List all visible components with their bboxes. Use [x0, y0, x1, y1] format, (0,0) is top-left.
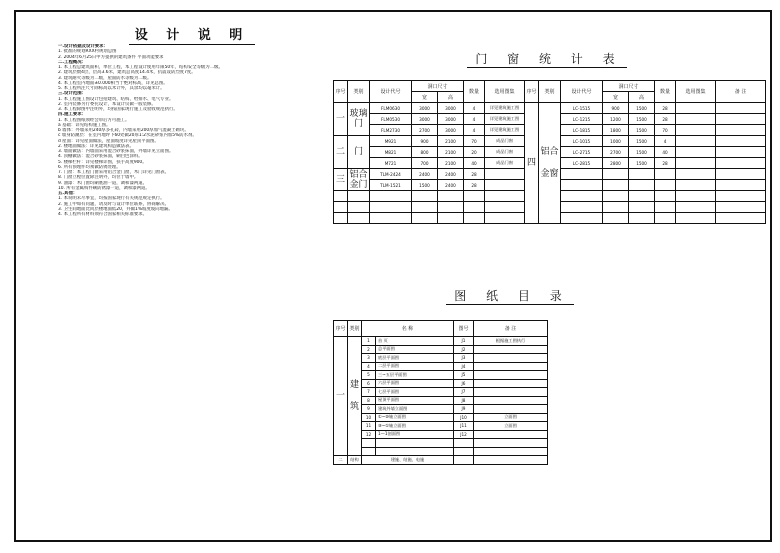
- cell-code: LC-1015: [561, 136, 603, 147]
- notes-line: 5. 楼梯栏杆：详见楼梯详图，扶手高度900。: [58, 159, 147, 165]
- notes-line: 1. 本工程总建筑面积，单位工程，本工程设计使用年限50年，结构安全等级为二级。: [58, 65, 223, 70]
- cell-code: LC-2715: [561, 147, 603, 158]
- cell-h: 2400: [438, 169, 464, 180]
- notes-line: 1. 本工程施工图设计包括建筑、结构、给排水、电气专业。: [58, 96, 174, 102]
- cell-idx: 2: [362, 345, 376, 354]
- empty-cell: [676, 202, 716, 213]
- cell-code: FLM0630: [370, 103, 412, 114]
- empty-cell: [412, 191, 438, 202]
- col-header-code: 图号: [454, 321, 474, 337]
- cell-atlas: [676, 125, 716, 136]
- cell-name: 首 页: [376, 337, 454, 346]
- empty-cell: [362, 447, 376, 456]
- drawing-index-table: [333, 320, 548, 465]
- col-header-atlas: 选用图集: [676, 81, 716, 103]
- empty-cell: [629, 213, 655, 224]
- cell-name: 七层平面图: [376, 388, 454, 397]
- cell-qty: 40: [655, 147, 676, 158]
- notes-line: 6. 所有预埋件均须做防锈处理。: [58, 164, 121, 170]
- empty-cell: [561, 180, 603, 191]
- notes-line: 4. 本工程所有材料须符合国家相关标准要求。: [58, 212, 148, 217]
- group-type: 玻璃门: [348, 103, 370, 136]
- group-num: 二: [334, 136, 348, 169]
- cell-code: J5: [454, 371, 474, 380]
- drawing-index-title: 图 纸 目 录: [445, 287, 575, 304]
- empty-cell: [603, 213, 629, 224]
- table-row: [334, 345, 548, 354]
- cell-code: J9: [454, 405, 474, 414]
- cell-atlas: 成品门窗: [485, 136, 525, 147]
- col-header-num: 序号: [334, 321, 348, 337]
- notes-heading: 三.设计范围：: [58, 91, 87, 97]
- cell-remark: [474, 388, 548, 397]
- notes-line: 4. 顶棚做法：混合砂浆抹面，刷白色涂料。: [58, 154, 143, 160]
- cell-code: J8: [454, 396, 474, 405]
- cell-w: 700: [412, 158, 438, 169]
- cell-idx: 3: [362, 354, 376, 363]
- notes-line: 10. 所有金属构件刷防锈漆一道，调和漆两道。: [58, 185, 150, 191]
- empty-cell: [454, 447, 474, 456]
- empty-cell: [561, 213, 603, 224]
- notes-heading: 一.设计依据及设计要求：: [58, 44, 108, 49]
- cell-remark: [716, 114, 766, 125]
- table-row: [334, 379, 548, 388]
- table-row: [334, 456, 548, 465]
- empty-cell: [629, 180, 655, 191]
- cell-w: 2800: [603, 158, 629, 169]
- empty-cell: [716, 213, 766, 224]
- cell-h: 1500: [629, 136, 655, 147]
- col-header-qty: 数量: [464, 81, 485, 103]
- cell-idx: 5: [362, 371, 376, 380]
- group-type: 门: [348, 136, 370, 169]
- cell-idx: 9: [362, 405, 376, 414]
- cell-qty: 70: [655, 125, 676, 136]
- cell-atlas: 成品门窗: [485, 158, 525, 169]
- empty-cell: [464, 191, 485, 202]
- empty-cell: [454, 456, 474, 465]
- table-row: [334, 439, 548, 448]
- empty-cell: [676, 180, 716, 191]
- notes-line: d 屋面：详见屋面做法，屋面坡度详见屋顶平面图。: [58, 138, 159, 144]
- notes-line: 8. 门窗立樘位置除注明外，均位于墙中。: [58, 175, 139, 181]
- empty-cell: [348, 202, 370, 213]
- cell-code: J12: [454, 430, 474, 439]
- col-header-qty: 数量: [655, 81, 676, 103]
- door-window-table-title: 门 窗 统 计 表: [462, 50, 632, 67]
- cell-name: 六层平面图: [376, 379, 454, 388]
- table-row: [334, 413, 548, 422]
- cell-idx: 4: [362, 362, 376, 371]
- col-header-atlas: 选用图集: [485, 81, 525, 103]
- empty-cell: [464, 202, 485, 213]
- group-num: 二: [334, 456, 348, 465]
- empty-cell: [474, 439, 548, 448]
- table-row: [334, 371, 548, 380]
- group-type: 铝合金窗: [539, 103, 561, 224]
- cell-name: 1—1剖面图: [376, 430, 454, 439]
- empty-cell: [629, 202, 655, 213]
- cell-code: FLM2730: [370, 125, 412, 136]
- cell-remark: [474, 379, 548, 388]
- cell-qty: 70: [464, 136, 485, 147]
- notes-line: 3. 本工程除图中注明外，均按国家现行施工及验收规范执行。: [58, 107, 178, 112]
- cell-w: 900: [603, 103, 629, 114]
- col-header-height: 高: [629, 92, 655, 103]
- cell-h: 2100: [438, 136, 464, 147]
- cell-h: 1500: [629, 158, 655, 169]
- empty-cell: [603, 202, 629, 213]
- notes-line: 3. 建筑耐火等级为二级，屋面防水等级为二级。: [58, 75, 152, 81]
- col-header-name: 名 称: [362, 321, 454, 337]
- cell-code: M921: [370, 136, 412, 147]
- cell-idx: 7: [362, 388, 376, 397]
- empty-cell: [438, 202, 464, 213]
- col-header-code: 设计代号: [370, 81, 412, 103]
- cell-h: 2100: [438, 158, 464, 169]
- cell-code: J11: [454, 422, 474, 431]
- col-header-height: 高: [438, 92, 464, 103]
- cell-name: 屋顶平面图: [376, 396, 454, 405]
- cell-h: 2400: [438, 180, 464, 191]
- cell-remark: [474, 354, 548, 363]
- table-row: [334, 422, 548, 431]
- empty-cell: [603, 169, 629, 180]
- col-header-num: 序号: [334, 81, 348, 103]
- cell-w: 2700: [603, 147, 629, 158]
- empty-cell: [716, 180, 766, 191]
- empty-cell: [334, 202, 348, 213]
- empty-cell: [464, 213, 485, 224]
- design-notes: [58, 22, 326, 534]
- cell-qty: 40: [464, 158, 485, 169]
- empty-cell: [438, 191, 464, 202]
- cell-h: 1500: [629, 103, 655, 114]
- empty-cell: [676, 213, 716, 224]
- empty-cell: [716, 169, 766, 180]
- cell-remark: 根据施工图执行: [474, 337, 548, 346]
- cell-remark: [716, 158, 766, 169]
- cell-remark: [716, 125, 766, 136]
- notes-heading: 五.其他：: [58, 191, 78, 196]
- notes-line: 2. 室内装修另行委托设计，本设计仅做一般装修。: [58, 101, 156, 107]
- empty-cell: [561, 169, 603, 180]
- cell-h: 3000: [438, 103, 464, 114]
- col-header-size: 洞口尺寸: [603, 81, 655, 92]
- cell-w: 1800: [603, 125, 629, 136]
- cell-code: J3: [454, 354, 474, 363]
- cell-remark: [716, 147, 766, 158]
- cell-remark: [474, 405, 548, 414]
- empty-cell: [655, 180, 676, 191]
- notes-line: 2. 施工中如有问题，请及时与设计单位联系，协商解决。: [58, 201, 169, 207]
- cell-w: 2400: [412, 169, 438, 180]
- empty-cell: [603, 191, 629, 202]
- notes-line: 2. 2004年6月25日甲方提供的建筑条件 平面功能要求: [58, 54, 164, 60]
- cell-remark: 立面图: [474, 413, 548, 422]
- cell-code: LC-1215: [561, 114, 603, 125]
- notes-heading: 四.施工要求：: [58, 112, 87, 118]
- group-type: 建筑: [348, 337, 362, 456]
- empty-cell: [485, 213, 525, 224]
- index-header-row: [334, 321, 548, 337]
- cell-h: 2100: [438, 147, 464, 158]
- cell-code: LC-1815: [561, 125, 603, 136]
- cell-atlas: [676, 103, 716, 114]
- cell-code: M821: [370, 147, 412, 158]
- cell-w: 1200: [603, 114, 629, 125]
- table-row: [334, 447, 548, 456]
- cell-w: 1500: [412, 180, 438, 191]
- table-row: [334, 396, 548, 405]
- cell-h: 1500: [629, 114, 655, 125]
- notes-line: 4. 本工程室内地面±0.000相当于绝对标高，详见总图。: [58, 80, 168, 86]
- cell-code: M721: [370, 158, 412, 169]
- empty-cell: [716, 202, 766, 213]
- cell-idx: 8: [362, 396, 376, 405]
- empty-cell: [454, 439, 474, 448]
- cell-code: J1: [454, 337, 474, 346]
- notes-line: 2. 建筑层数4层，层高3.6米，建筑总高度14.4米，抗震设防烈度7度。: [58, 70, 196, 76]
- empty-cell: [716, 191, 766, 202]
- cell-remark: 立面图: [474, 422, 548, 431]
- notes-line: 1. 本工程图纸须经会审后方可施工。: [58, 117, 130, 123]
- cell-code: LC-1515: [561, 103, 603, 114]
- door-window-table: [333, 80, 766, 224]
- empty-cell: [370, 191, 412, 202]
- empty-cell: [348, 191, 370, 202]
- group-num: 一: [334, 103, 348, 136]
- group-type: 结构: [348, 456, 362, 465]
- empty-cell: [376, 447, 454, 456]
- group-type: 铝合金门: [349, 169, 368, 190]
- design-notes-body: [58, 44, 326, 217]
- empty-cell: [370, 202, 412, 213]
- table-row: [334, 103, 766, 114]
- cell-w: 2700: [412, 125, 438, 136]
- cell-remark: [474, 362, 548, 371]
- notes-line: 1. 批准的规划RXX村规划总图: [58, 49, 117, 55]
- notes-line: 9. 油漆：木门窗均刷底油一道，调和漆两道。: [58, 180, 148, 186]
- cell-w: 3000: [412, 114, 438, 125]
- cell-code: TLM-2424: [370, 169, 412, 180]
- empty-cell: [676, 191, 716, 202]
- col-header-type: 类别: [539, 81, 561, 103]
- empty-cell: [603, 180, 629, 191]
- table-row: [334, 388, 548, 397]
- empty-cell: [655, 169, 676, 180]
- notes-heading: 二.工程概况：: [58, 59, 87, 65]
- empty-cell: [438, 213, 464, 224]
- cell-atlas: [676, 136, 716, 147]
- cell-qty: 28: [655, 103, 676, 114]
- notes-line: 2. 楼地面做法：详见建筑构造做法表。: [58, 143, 134, 149]
- notes-line: a 基础：详见结构施工图。: [58, 122, 111, 128]
- cell-idx: 1: [362, 337, 376, 346]
- group-num: 四: [525, 103, 539, 224]
- notes-line: 3. 墙面做法：内墙面采用混合砂浆抹面，外墙详见立面图。: [58, 149, 174, 154]
- cell-code: J10: [454, 413, 474, 422]
- empty-cell: [485, 202, 525, 213]
- cell-qty: 28: [464, 180, 485, 191]
- empty-cell: [362, 439, 376, 448]
- col-header-code: 设计代号: [561, 81, 603, 103]
- group-num: 一: [334, 337, 348, 456]
- col-header-num: 序号: [525, 81, 539, 103]
- empty-cell: [412, 202, 438, 213]
- cell-idx: 12: [362, 430, 376, 439]
- cell-atlas: [485, 180, 525, 191]
- col-header-width: 宽: [603, 92, 629, 103]
- empty-cell: [412, 213, 438, 224]
- cell-atlas: 成品门窗: [485, 147, 525, 158]
- cell-qty: 28: [464, 169, 485, 180]
- notes-line: 7. 门窗：本工程门窗采用铝合金门窗，木门详见门窗表。: [58, 170, 169, 175]
- col-header-size: 洞口尺寸: [412, 81, 464, 92]
- empty-cell: [376, 439, 454, 448]
- cell-code: J7: [454, 388, 474, 397]
- cell-atlas: 详见建筑施工图: [485, 125, 525, 136]
- cell-qty: 28: [655, 114, 676, 125]
- cell-h: 3000: [438, 125, 464, 136]
- cell-code: J2: [454, 345, 474, 354]
- cell-atlas: 详见建筑施工图: [485, 114, 525, 125]
- cell-h: 3000: [438, 114, 464, 125]
- empty-cell: [629, 191, 655, 202]
- cell-w: 900: [412, 136, 438, 147]
- table-row: [334, 337, 548, 346]
- cell-w: 800: [412, 147, 438, 158]
- cell-name: 建施、结施、电施: [362, 456, 454, 465]
- cell-code: J6: [454, 379, 474, 388]
- cell-atlas: [485, 169, 525, 180]
- notes-line: c 墙身防潮层：在室内地坪下60处做20厚1:2水泥砂浆内加5%防水剂。: [58, 133, 197, 139]
- empty-cell: [655, 202, 676, 213]
- empty-cell: [348, 213, 370, 224]
- cell-qty: 4: [655, 136, 676, 147]
- cell-atlas: [676, 158, 716, 169]
- cell-qty: 4: [464, 114, 485, 125]
- cell-name: ⑩~①轴立面图: [376, 422, 454, 431]
- cell-w: 3000: [412, 103, 438, 114]
- empty-cell: [474, 456, 548, 465]
- cell-name: 建筑外墙立面图: [376, 405, 454, 414]
- cell-qty: 20: [464, 147, 485, 158]
- cell-remark: [474, 371, 548, 380]
- empty-cell: [676, 169, 716, 180]
- cell-idx: 10: [362, 413, 376, 422]
- cell-code: LC-2815: [561, 158, 603, 169]
- notes-line: 5. 本工程所注尺寸除标高以米计外，其余均以毫米计。: [58, 86, 165, 91]
- cell-h: 1500: [629, 147, 655, 158]
- empty-cell: [485, 191, 525, 202]
- cell-idx: 6: [362, 379, 376, 388]
- cell-name: 二层平面图: [376, 362, 454, 371]
- notes-line: b 墙体：外墙采用240厚多孔砖，内墙采用200厚加气混凝土砌块。: [58, 128, 189, 133]
- empty-cell: [474, 447, 548, 456]
- cell-code: J4: [454, 362, 474, 371]
- cell-name: ①~⑩轴立面图: [376, 413, 454, 422]
- table-row: [334, 362, 548, 371]
- cell-qty: 28: [655, 158, 676, 169]
- table-row: [334, 430, 548, 439]
- empty-cell: [334, 191, 348, 202]
- empty-cell: [561, 191, 603, 202]
- cell-w: 1000: [603, 136, 629, 147]
- cell-code: FLM0530: [370, 114, 412, 125]
- notes-line: 3. 卫生间地面比同层楼地面低20，并做1%坡度坡向地漏。: [58, 206, 173, 212]
- cell-atlas: 详见建筑施工图: [485, 103, 525, 114]
- cell-remark: [716, 103, 766, 114]
- cell-name: 底层平面图: [376, 354, 454, 363]
- empty-cell: [334, 213, 348, 224]
- cell-h: 1500: [629, 125, 655, 136]
- cell-idx: 11: [362, 422, 376, 431]
- cell-remark: [474, 430, 548, 439]
- cell-remark: [474, 396, 548, 405]
- cell-remark: [716, 136, 766, 147]
- col-header-type: 类别: [348, 321, 362, 337]
- cell-atlas: [676, 114, 716, 125]
- cell-name: 总平面图: [376, 345, 454, 354]
- cell-remark: [474, 345, 548, 354]
- empty-cell: [655, 213, 676, 224]
- table-row: [334, 354, 548, 363]
- cell-qty: 4: [464, 125, 485, 136]
- col-header-remark: 备 注: [716, 81, 766, 103]
- design-notes-title: 设 计 说 明: [58, 22, 326, 44]
- table-row: [334, 405, 548, 414]
- cell-atlas: [676, 147, 716, 158]
- cell-name: 三~五层平面图: [376, 371, 454, 380]
- empty-cell: [655, 191, 676, 202]
- col-header-width: 宽: [412, 92, 438, 103]
- cell-code: TLM-1521: [370, 180, 412, 191]
- empty-cell: [370, 213, 412, 224]
- group-num: 三: [334, 169, 348, 191]
- cell-qty: 4: [464, 103, 485, 114]
- empty-cell: [561, 202, 603, 213]
- col-header-type: 类别: [348, 81, 370, 103]
- empty-cell: [629, 169, 655, 180]
- notes-line: 1. 本说明未尽事宜，均按国家现行有关规范规定执行。: [58, 196, 165, 202]
- col-header-remark: 备 注: [474, 321, 548, 337]
